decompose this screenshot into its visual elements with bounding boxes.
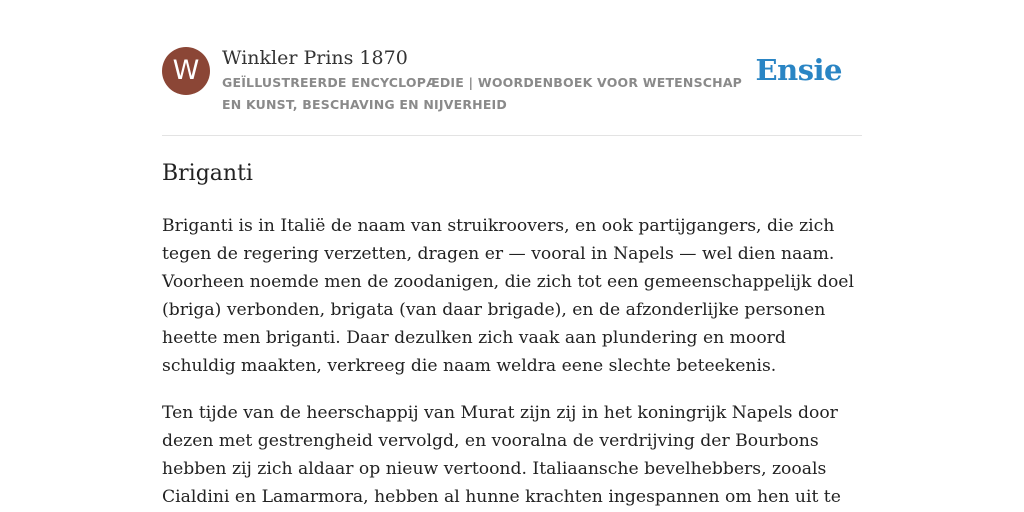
source-subtitle: GEÏLLUSTREERDE ENCYCLOPÆDIE | WOORDENBOEK VOOR WETENSCHAP EN KUNST, BESCHAVING EN NIJVERHEID — [222, 75, 743, 112]
ensie-logo-link[interactable]: Ensie — [755, 53, 842, 87]
source-header — [162, 46, 862, 116]
source-title[interactable]: Winkler Prins 1870 — [222, 47, 408, 69]
article-paragraph-2: Ten tijde van de heerschappij van Murat zijn zij in het koningrijk Napels door dezen met gestrengheid vervolgd, en vooralna de verdrijving der Bourbons hebben zij zich aldaar op nieuw vertoond. Italiaansche bevelhebbers, zooals Cialdini en Lamarmora, hebben al hunne krachten ingespannen om hen uit te — [162, 403, 841, 507]
article-paragraph-1: Briganti is in Italië de naam van struikroovers, en ook partijgangers, die zich tegen de regering verzetten, dragen er — vooral in Napels — wel dien naam. Voorheen noemde men de zoodanigen, die zich tot een gemeenschappelijk doel (briga) verbonden, brigata (van daar brigade), en de afzonderlijke personen heette men briganti. Daar dezulken zich vaak aan plundering en moord schuldig maakten, verkreeg die naam weldra eene slechte beteekenis. — [162, 216, 854, 376]
article-title: Briganti — [162, 161, 253, 186]
header-divider — [162, 135, 862, 136]
article-body — [162, 212, 862, 512]
source-avatar[interactable]: W — [162, 47, 210, 95]
